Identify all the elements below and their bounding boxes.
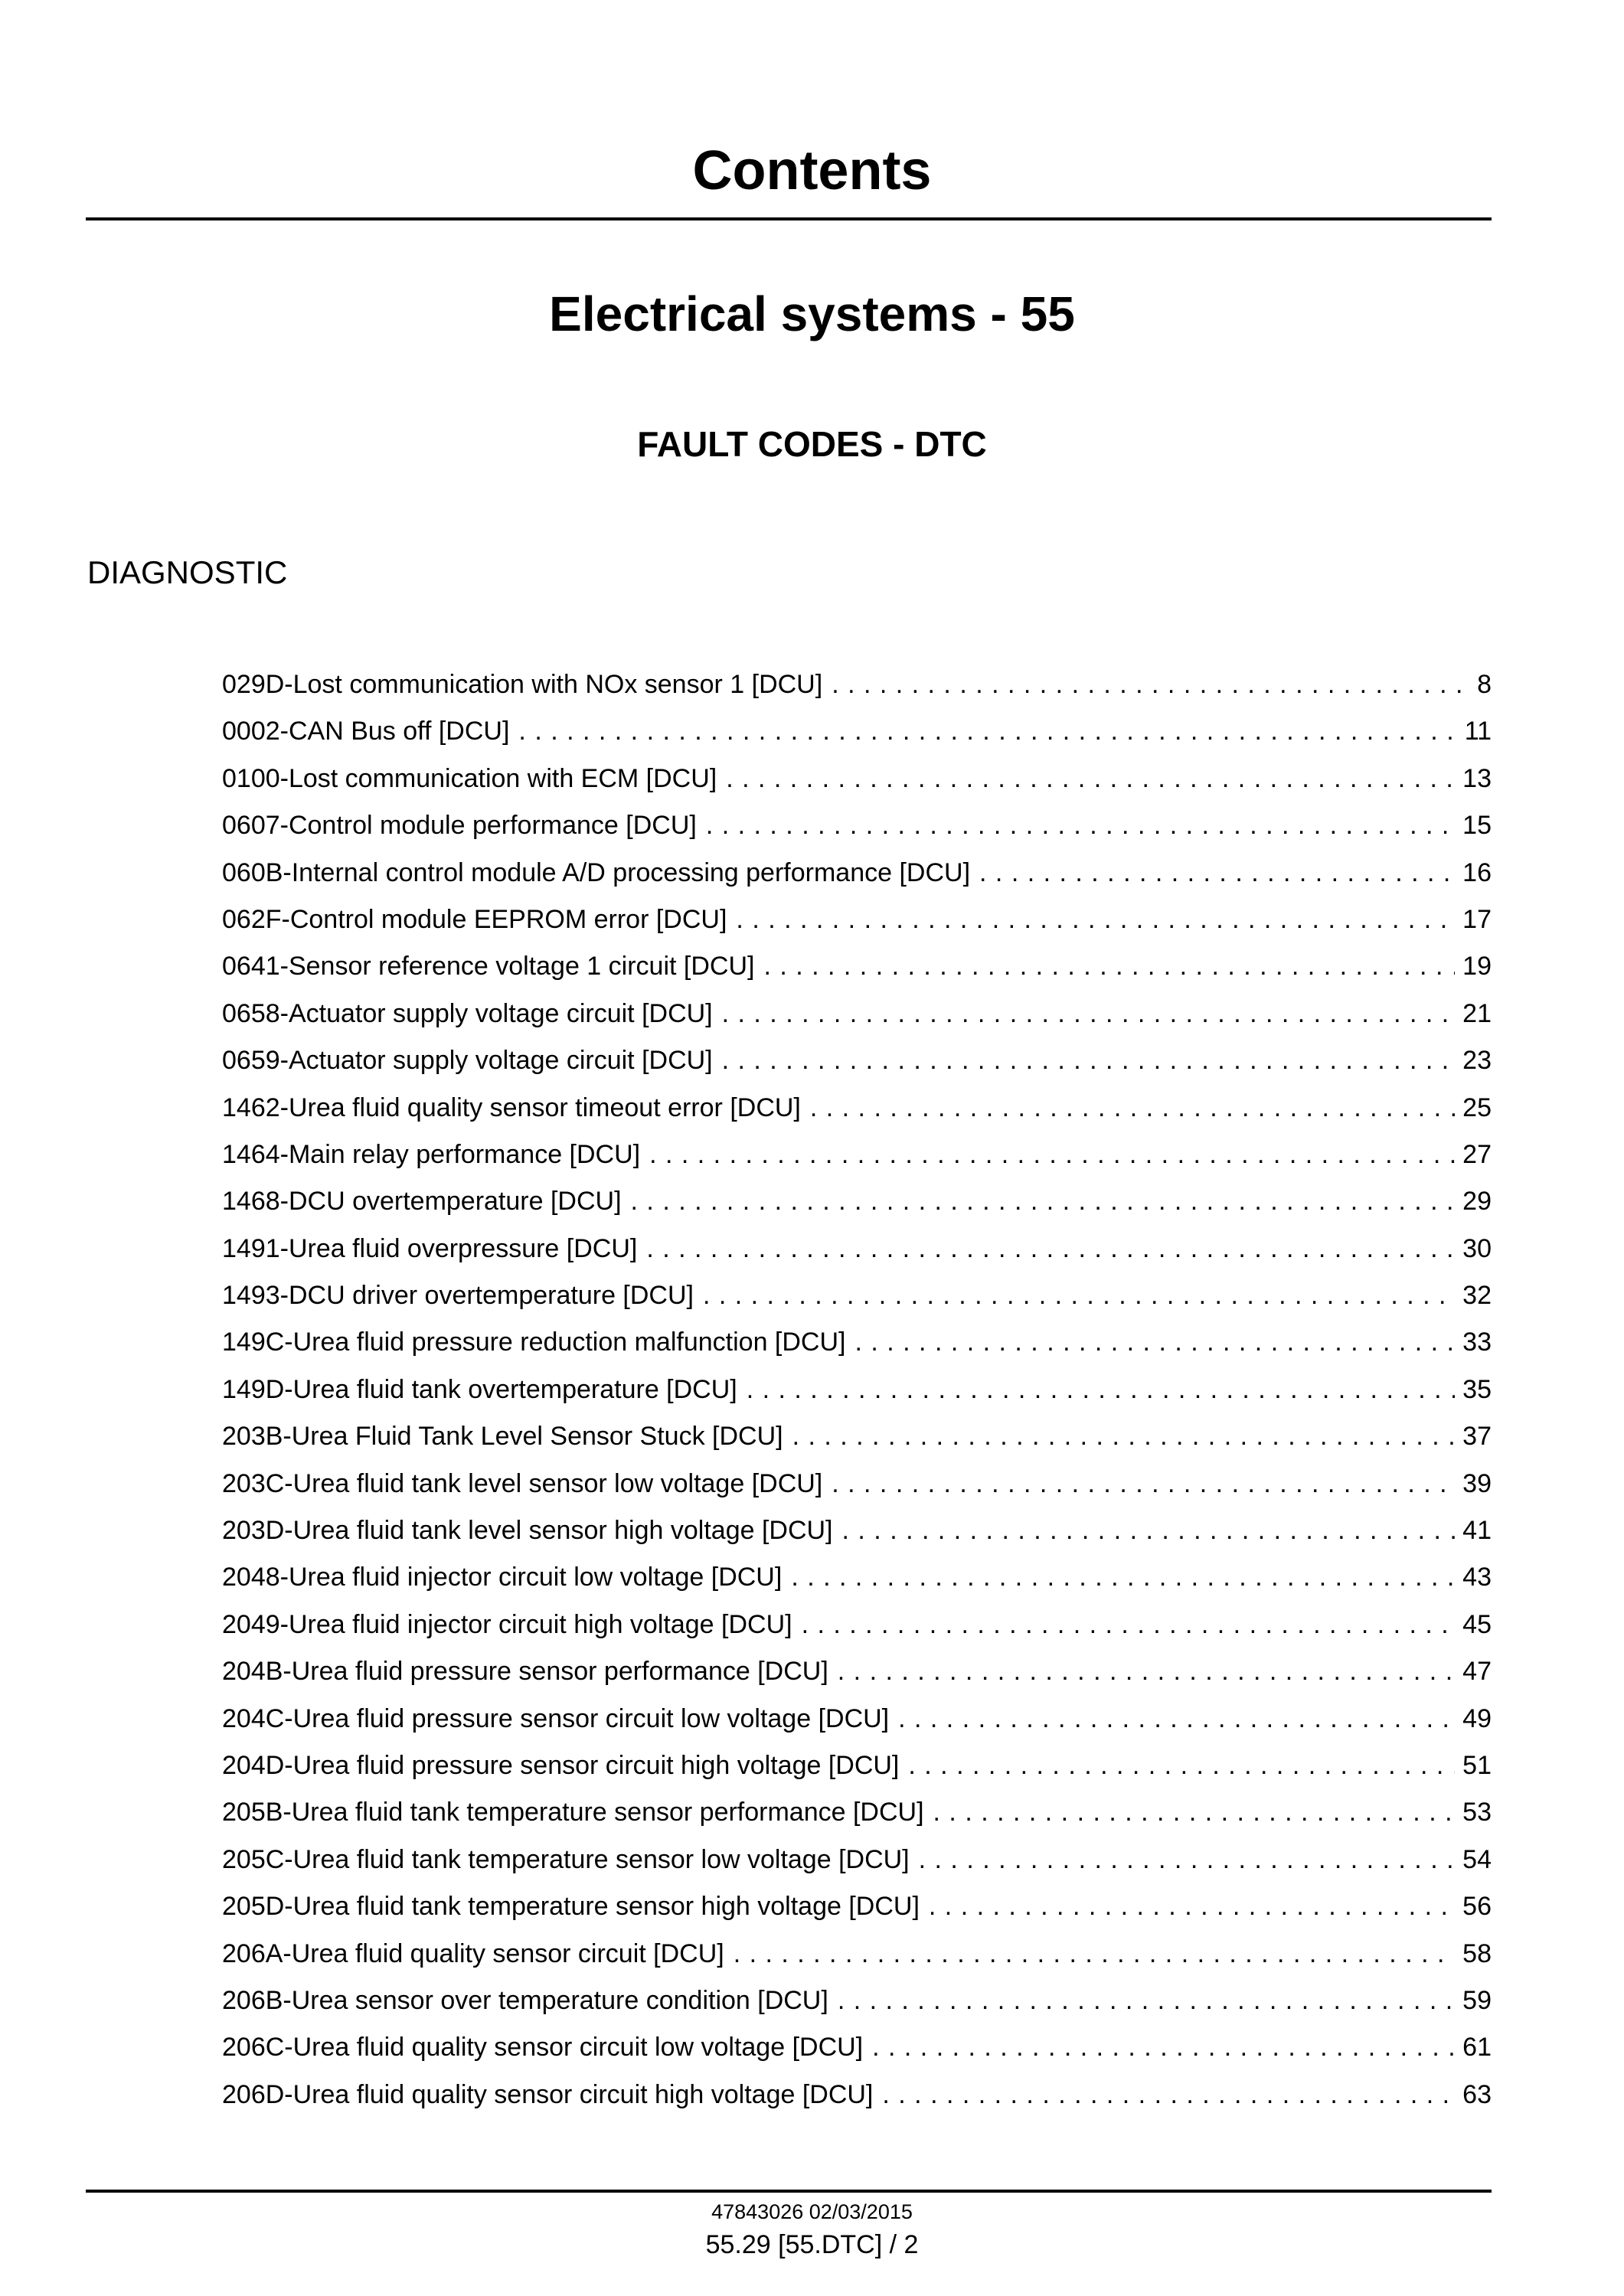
toc-entry-title: 203B-Urea Fluid Tank Level Sensor Stuck [DCU]	[222, 1422, 783, 1452]
toc-dot-leader	[722, 1037, 1456, 1084]
toc-entry[interactable]	[222, 991, 1492, 1037]
toc-entry-page: 11	[1464, 717, 1492, 746]
toc-entry[interactable]	[222, 1696, 1492, 1742]
toc-entry-title: 149D-Urea fluid tank overtemperature [DCU]	[222, 1374, 737, 1404]
chapter-title: Electrical systems - 55	[549, 286, 1075, 341]
toc-entry[interactable]	[222, 1178, 1492, 1225]
toc-entry-title: 205B-Urea fluid tank temperature sensor performance [DCU]	[222, 1798, 924, 1827]
toc-entry-page: 16	[1462, 857, 1492, 887]
subsection-title: DIAGNOSTIC	[87, 554, 288, 590]
toc-entry[interactable]	[222, 850, 1492, 897]
toc-entry-page: 17	[1462, 904, 1492, 934]
toc-entry-title: 205C-Urea fluid tank temperature sensor low voltage [DCU]	[222, 1844, 910, 1874]
toc-entry-title: 205D-Urea fluid tank temperature sensor high voltage [DCU]	[222, 1892, 920, 1922]
toc-entry-title: 149C-Urea fluid pressure reduction malfunction [DCU]	[222, 1328, 846, 1357]
toc-entry[interactable]	[222, 2024, 1492, 2071]
toc-dot-leader	[898, 1696, 1455, 1742]
toc-entry-title: 206B-Urea sensor over temperature condition [DCU]	[222, 1985, 828, 2015]
toc-entry[interactable]	[222, 1037, 1492, 1084]
toc-entry-page: 58	[1462, 1938, 1492, 1968]
toc-entry-page: 51	[1462, 1750, 1492, 1780]
toc-entry[interactable]	[222, 897, 1492, 943]
toc-entry-title: 2048-Urea fluid injector circuit low voltage [DCU]	[222, 1563, 783, 1592]
toc-entry-page: 39	[1462, 1468, 1492, 1498]
toc-entry-page: 53	[1462, 1798, 1492, 1827]
toc-dot-leader	[703, 1272, 1455, 1319]
toc-entry-page: 13	[1462, 763, 1492, 793]
toc-dot-leader	[792, 1413, 1456, 1460]
toc-entry[interactable]	[222, 1413, 1492, 1460]
toc-dot-leader	[747, 1367, 1455, 1413]
toc-entry-page: 29	[1462, 1187, 1492, 1217]
toc-dot-leader	[908, 1742, 1455, 1789]
toc-entry-page: 63	[1462, 2079, 1492, 2109]
toc-entry-page: 35	[1462, 1374, 1492, 1404]
toc-entry-title: 062F-Control module EEPROM error [DCU]	[222, 904, 727, 934]
toc-dot-leader	[706, 802, 1455, 849]
toc-dot-leader	[722, 991, 1456, 1037]
toc-entry[interactable]	[222, 1319, 1492, 1366]
toc-entry-page: 49	[1462, 1703, 1492, 1733]
toc-entry-title: 1462-Urea fluid quality sensor timeout error [DCU]	[222, 1092, 801, 1122]
toc-entry-title: 203D-Urea fluid tank level sensor high voltage [DCU]	[222, 1516, 833, 1546]
toc-entry-page: 61	[1462, 2033, 1492, 2062]
toc-entry-page: 37	[1462, 1422, 1492, 1452]
toc-entry-title: 204B-Urea fluid pressure sensor performance [DCU]	[222, 1657, 828, 1687]
toc-entry-page: 45	[1462, 1609, 1492, 1639]
toc-entry[interactable]	[222, 756, 1492, 802]
toc-dot-leader	[872, 2024, 1455, 2071]
footer-rule	[86, 2190, 1492, 2193]
toc-entry[interactable]	[222, 1507, 1492, 1554]
toc-entry[interactable]	[222, 1648, 1492, 1695]
toc-entry-page: 33	[1462, 1328, 1492, 1357]
toc-dot-leader	[802, 1602, 1456, 1648]
toc-entry[interactable]	[222, 1367, 1492, 1413]
toc-entry-page: 43	[1462, 1563, 1492, 1592]
toc-entry-page: 15	[1462, 811, 1492, 841]
toc-entry-title: 206A-Urea fluid quality sensor circuit [DCU]	[222, 1938, 724, 1968]
toc-entry-title: 206D-Urea fluid quality sensor circuit high voltage [DCU]	[222, 2079, 874, 2109]
toc-entry-title: 029D-Lost communication with NOx sensor 1 [DCU]	[222, 670, 823, 699]
footer-page-ref: 55.29 [55.DTC] / 2	[705, 2230, 919, 2259]
page-title: Contents	[692, 140, 932, 201]
toc-entry[interactable]	[222, 661, 1492, 708]
toc-entry[interactable]	[222, 1226, 1492, 1272]
toc-entry-title: 1468-DCU overtemperature [DCU]	[222, 1187, 622, 1217]
toc-dot-leader	[832, 1461, 1455, 1507]
toc-list	[222, 661, 1492, 2118]
toc-entry-page: 25	[1462, 1092, 1492, 1122]
section-title: FAULT CODES - DTC	[637, 424, 987, 464]
toc-entry[interactable]	[222, 1837, 1492, 1883]
toc-entry-page: 59	[1462, 1985, 1492, 2015]
toc-dot-leader	[763, 943, 1455, 990]
toc-entry[interactable]	[222, 1742, 1492, 1789]
toc-entry-title: 0607-Control module performance [DCU]	[222, 811, 697, 841]
toc-entry-page: 32	[1462, 1281, 1492, 1311]
toc-entry-page: 56	[1462, 1892, 1492, 1922]
toc-dot-leader	[646, 1226, 1455, 1272]
toc-dot-leader	[933, 1789, 1456, 1836]
toc-dot-leader	[882, 2072, 1455, 2118]
toc-entry[interactable]	[222, 2072, 1492, 2118]
toc-entry-page: 23	[1462, 1046, 1492, 1076]
toc-dot-leader	[810, 1085, 1455, 1132]
toc-entry-page: 19	[1462, 952, 1492, 981]
toc-entry[interactable]	[222, 943, 1492, 990]
toc-dot-leader	[518, 708, 1456, 755]
toc-entry-page: 41	[1462, 1516, 1492, 1546]
toc-entry-page: 54	[1462, 1844, 1492, 1874]
toc-dot-leader	[838, 1648, 1455, 1695]
toc-dot-leader	[832, 661, 1469, 708]
toc-entry[interactable]	[222, 1931, 1492, 1978]
toc-entry-title: 1493-DCU driver overtemperature [DCU]	[222, 1281, 694, 1311]
toc-dot-leader	[734, 1931, 1455, 1978]
toc-entry-title: 2049-Urea fluid injector circuit high voltage [DCU]	[222, 1609, 792, 1639]
toc-entry[interactable]	[222, 1272, 1492, 1319]
toc-entry[interactable]	[222, 1883, 1492, 1930]
toc-entry-page: 8	[1477, 670, 1492, 699]
toc-entry-title: 204D-Urea fluid pressure sensor circuit high voltage [DCU]	[222, 1750, 900, 1780]
toc-entry[interactable]	[222, 1554, 1492, 1601]
toc-entry-title: 0659-Actuator supply voltage circuit [DCU]	[222, 1046, 713, 1076]
toc-entry-title: 0658-Actuator supply voltage circuit [DCU]	[222, 998, 713, 1028]
toc-entry-title: 1491-Urea fluid overpressure [DCU]	[222, 1233, 638, 1263]
toc-entry-page: 21	[1462, 998, 1492, 1028]
toc-dot-leader	[842, 1507, 1456, 1554]
toc-entry[interactable]	[222, 1978, 1492, 2024]
toc-entry-page: 30	[1462, 1233, 1492, 1263]
toc-dot-leader	[919, 1837, 1456, 1883]
toc-dot-leader	[979, 850, 1455, 897]
toc-dot-leader	[649, 1132, 1455, 1178]
toc-entry[interactable]	[222, 1085, 1492, 1132]
toc-entry[interactable]	[222, 1132, 1492, 1178]
toc-dot-leader	[838, 1978, 1455, 2024]
toc-dot-leader	[726, 756, 1455, 802]
toc-entry-title: 1464-Main relay performance [DCU]	[222, 1139, 641, 1169]
toc-entry-title: 0002-CAN Bus off [DCU]	[222, 717, 510, 746]
toc-entry-page: 27	[1462, 1139, 1492, 1169]
toc-entry[interactable]	[222, 1602, 1492, 1648]
toc-dot-leader	[854, 1319, 1455, 1366]
toc-entry[interactable]	[222, 1461, 1492, 1507]
toc-dot-leader	[736, 897, 1455, 943]
toc-entry-page: 47	[1462, 1657, 1492, 1687]
toc-entry[interactable]	[222, 802, 1492, 849]
toc-entry-title: 204C-Urea fluid pressure sensor circuit low voltage [DCU]	[222, 1703, 890, 1733]
toc-entry-title: 0641-Sensor reference voltage 1 circuit [DCU]	[222, 952, 755, 981]
toc-entry-title: 203C-Urea fluid tank level sensor low voltage [DCU]	[222, 1468, 823, 1498]
toc-entry-title: 0100-Lost communication with ECM [DCU]	[222, 763, 717, 793]
toc-entry[interactable]	[222, 708, 1492, 755]
toc-dot-leader	[929, 1883, 1455, 1930]
toc-dot-leader	[791, 1554, 1455, 1601]
footer-doc-id: 47843026 02/03/2015	[711, 2200, 913, 2223]
toc-entry[interactable]	[222, 1789, 1492, 1836]
toc-dot-leader	[631, 1178, 1456, 1225]
toc-entry-title: 206C-Urea fluid quality sensor circuit low voltage [DCU]	[222, 2033, 864, 2062]
header-rule	[86, 217, 1492, 220]
toc-entry-title: 060B-Internal control module A/D processing performance [DCU]	[222, 857, 971, 887]
